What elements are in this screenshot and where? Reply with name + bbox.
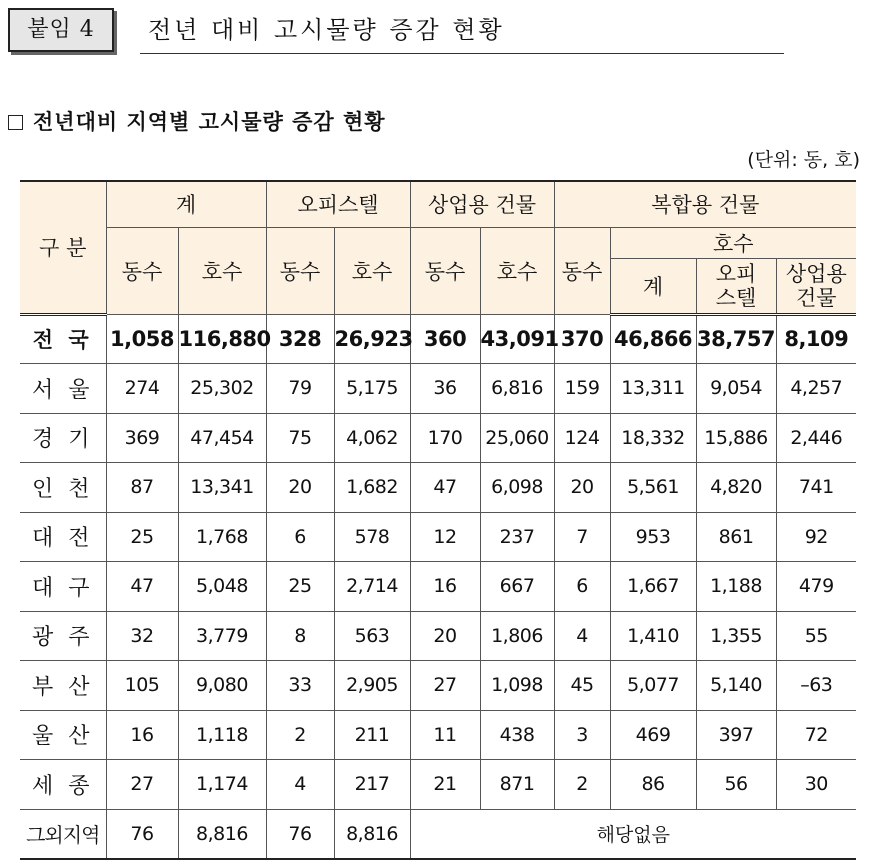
region-label: 광 주	[20, 611, 106, 661]
header-total-dongsu: 동수	[106, 227, 178, 314]
table-row	[20, 661, 856, 711]
cell-mixed-total: 1,667	[610, 562, 696, 612]
cell-mixed-dongsu: 3	[554, 710, 610, 760]
cell-officetel-hosu: 578	[334, 512, 410, 562]
cell-mixed-total: 5,077	[610, 661, 696, 711]
cell-commercial-dongsu: 360	[410, 314, 480, 364]
cell-commercial-hosu: 237	[480, 512, 554, 562]
cell-mixed-total: 18,332	[610, 413, 696, 463]
cell-commercial-hosu: 1,806	[480, 611, 554, 661]
cell-mixed-commercial: 55	[776, 611, 856, 661]
cell-mixed-commercial: 30	[776, 760, 856, 810]
cell-mixed-commercial: 8,109	[776, 314, 856, 364]
cell-commercial-hosu: 43,091	[480, 314, 554, 364]
cell-officetel-hosu: 4,062	[334, 413, 410, 463]
cell-officetel-hosu: 211	[334, 710, 410, 760]
cell-officetel-hosu: 563	[334, 611, 410, 661]
region-label: 세 종	[20, 760, 106, 810]
cell-officetel-dongsu: 25	[266, 562, 334, 612]
cell-commercial-dongsu: 11	[410, 710, 480, 760]
cell-total-hosu: 5,048	[178, 562, 266, 612]
cell-total-hosu: 116,880	[178, 314, 266, 364]
cell-commercial-dongsu: 170	[410, 413, 480, 463]
cell-mixed-dongsu: 20	[554, 463, 610, 513]
cell-mixed-commercial: 2,446	[776, 413, 856, 463]
cell-mixed-commercial: –63	[776, 661, 856, 711]
unit-note: (단위: 동, 호)	[747, 149, 860, 171]
cell-mixed-dongsu: 4	[554, 611, 610, 661]
cell-officetel-hosu: 1,682	[334, 463, 410, 513]
cell-total-hosu: 9,080	[178, 661, 266, 711]
cell-mixed-dongsu: 2	[554, 760, 610, 810]
cell-mixed-officetel: 15,886	[696, 413, 776, 463]
cell-mixed-officetel: 4,820	[696, 463, 776, 513]
cell-officetel-dongsu: 20	[266, 463, 334, 513]
header-category: 구 분	[20, 181, 106, 314]
cell-mixed-total: 5,561	[610, 463, 696, 513]
cell-total-hosu: 8,816	[178, 809, 266, 859]
cell-total-hosu: 1,118	[178, 710, 266, 760]
table-header	[20, 181, 856, 314]
cell-mixed-officetel: 1,188	[696, 562, 776, 612]
cell-mixed-officetel: 38,757	[696, 314, 776, 364]
cell-mixed-total: 953	[610, 512, 696, 562]
attachment-label: 붙임 4	[8, 8, 114, 52]
cell-mixed-commercial: 72	[776, 710, 856, 760]
header-group-mixed: 복합용 건물	[554, 181, 856, 227]
cell-commercial-dongsu: 16	[410, 562, 480, 612]
cell-total-hosu: 25,302	[178, 364, 266, 414]
region-label: 전 국	[20, 314, 106, 364]
cell-total-hosu: 3,779	[178, 611, 266, 661]
cell-commercial-dongsu: 27	[410, 661, 480, 711]
cell-officetel-dongsu: 328	[266, 314, 334, 364]
table-row	[20, 760, 856, 810]
cell-mixed-dongsu: 6	[554, 562, 610, 612]
cell-commercial-dongsu: 20	[410, 611, 480, 661]
cell-commercial-hosu: 6,816	[480, 364, 554, 414]
attachment-title: 전년 대비 고시물량 증감 현황	[140, 10, 784, 54]
cell-officetel-dongsu: 33	[266, 661, 334, 711]
region-label: 서 울	[20, 364, 106, 414]
cell-mixed-dongsu: 159	[554, 364, 610, 414]
header-group-total: 계	[106, 181, 266, 227]
region-label: 대 전	[20, 512, 106, 562]
cell-total-dongsu: 105	[106, 661, 178, 711]
header-mixed-dongsu: 동수	[554, 227, 610, 314]
not-applicable-cell: 해당없음	[410, 809, 856, 859]
cell-mixed-commercial: 92	[776, 512, 856, 562]
cell-mixed-total: 46,866	[610, 314, 696, 364]
cell-commercial-dongsu: 36	[410, 364, 480, 414]
header-mixed-total: 계	[610, 258, 696, 314]
cell-officetel-hosu: 2,905	[334, 661, 410, 711]
cell-officetel-hosu: 217	[334, 760, 410, 810]
cell-total-dongsu: 369	[106, 413, 178, 463]
cell-total-dongsu: 25	[106, 512, 178, 562]
cell-officetel-hosu: 5,175	[334, 364, 410, 414]
cell-commercial-hosu: 438	[480, 710, 554, 760]
cell-mixed-total: 13,311	[610, 364, 696, 414]
cell-total-dongsu: 76	[106, 809, 178, 859]
header-officetel-hosu: 호수	[334, 227, 410, 314]
region-label: 대 구	[20, 562, 106, 612]
cell-commercial-hosu: 667	[480, 562, 554, 612]
cell-total-dongsu: 32	[106, 611, 178, 661]
cell-mixed-dongsu: 45	[554, 661, 610, 711]
cell-total-dongsu: 1,058	[106, 314, 178, 364]
checkbox-square-icon	[8, 115, 23, 130]
cell-mixed-officetel: 56	[696, 760, 776, 810]
cell-total-hosu: 1,174	[178, 760, 266, 810]
cell-commercial-dongsu: 12	[410, 512, 480, 562]
header-mixed-hosu: 호수	[610, 227, 856, 258]
cell-commercial-hosu: 1,098	[480, 661, 554, 711]
cell-mixed-total: 1,410	[610, 611, 696, 661]
header-officetel-dongsu: 동수	[266, 227, 334, 314]
cell-commercial-hosu: 871	[480, 760, 554, 810]
cell-total-hosu: 47,454	[178, 413, 266, 463]
header-group-officetel: 오피스텔	[266, 181, 410, 227]
cell-total-dongsu: 47	[106, 562, 178, 612]
cell-mixed-total: 86	[610, 760, 696, 810]
table-row	[20, 562, 856, 612]
cell-total-dongsu: 16	[106, 710, 178, 760]
table-row	[20, 710, 856, 760]
cell-mixed-officetel: 5,140	[696, 661, 776, 711]
cell-commercial-hosu: 6,098	[480, 463, 554, 513]
header-total-hosu: 호수	[178, 227, 266, 314]
cell-commercial-dongsu: 47	[410, 463, 480, 513]
region-label: 부 산	[20, 661, 106, 711]
cell-commercial-dongsu: 21	[410, 760, 480, 810]
table-row	[20, 512, 856, 562]
header-commercial-hosu: 호수	[480, 227, 554, 314]
stats-table	[20, 180, 856, 860]
table-row	[20, 611, 856, 661]
cell-total-hosu: 13,341	[178, 463, 266, 513]
section-title	[8, 106, 386, 138]
header-mixed-commercial: 상업용 건물	[776, 258, 856, 314]
table-row-total	[20, 314, 856, 364]
cell-officetel-dongsu: 8	[266, 611, 334, 661]
cell-officetel-hosu: 8,816	[334, 809, 410, 859]
header-mixed-officetel: 오피 스텔	[696, 258, 776, 314]
cell-mixed-commercial: 479	[776, 562, 856, 612]
region-label: 울 산	[20, 710, 106, 760]
cell-mixed-commercial: 741	[776, 463, 856, 513]
cell-officetel-dongsu: 76	[266, 809, 334, 859]
table-row	[20, 463, 856, 513]
table-row	[20, 413, 856, 463]
cell-mixed-officetel: 861	[696, 512, 776, 562]
cell-total-hosu: 1,768	[178, 512, 266, 562]
cell-mixed-dongsu: 124	[554, 413, 610, 463]
cell-mixed-officetel: 1,355	[696, 611, 776, 661]
section-title-text: 전년대비 지역별 고시물량 증감 현황	[33, 110, 386, 134]
header-group-commercial: 상업용 건물	[410, 181, 554, 227]
cell-mixed-officetel: 9,054	[696, 364, 776, 414]
cell-officetel-dongsu: 2	[266, 710, 334, 760]
region-label: 그외지역	[20, 809, 106, 859]
cell-officetel-dongsu: 6	[266, 512, 334, 562]
table-body	[20, 314, 856, 859]
cell-mixed-dongsu: 7	[554, 512, 610, 562]
cell-mixed-commercial: 4,257	[776, 364, 856, 414]
cell-officetel-hosu: 26,923	[334, 314, 410, 364]
cell-mixed-dongsu: 370	[554, 314, 610, 364]
cell-total-dongsu: 274	[106, 364, 178, 414]
cell-mixed-officetel: 397	[696, 710, 776, 760]
cell-commercial-hosu: 25,060	[480, 413, 554, 463]
cell-officetel-dongsu: 75	[266, 413, 334, 463]
cell-officetel-dongsu: 79	[266, 364, 334, 414]
table-row	[20, 364, 856, 414]
header-commercial-dongsu: 동수	[410, 227, 480, 314]
cell-officetel-dongsu: 4	[266, 760, 334, 810]
table-row-other	[20, 809, 856, 859]
region-label: 경 기	[20, 413, 106, 463]
region-label: 인 천	[20, 463, 106, 513]
cell-total-dongsu: 87	[106, 463, 178, 513]
cell-mixed-total: 469	[610, 710, 696, 760]
cell-total-dongsu: 27	[106, 760, 178, 810]
cell-officetel-hosu: 2,714	[334, 562, 410, 612]
